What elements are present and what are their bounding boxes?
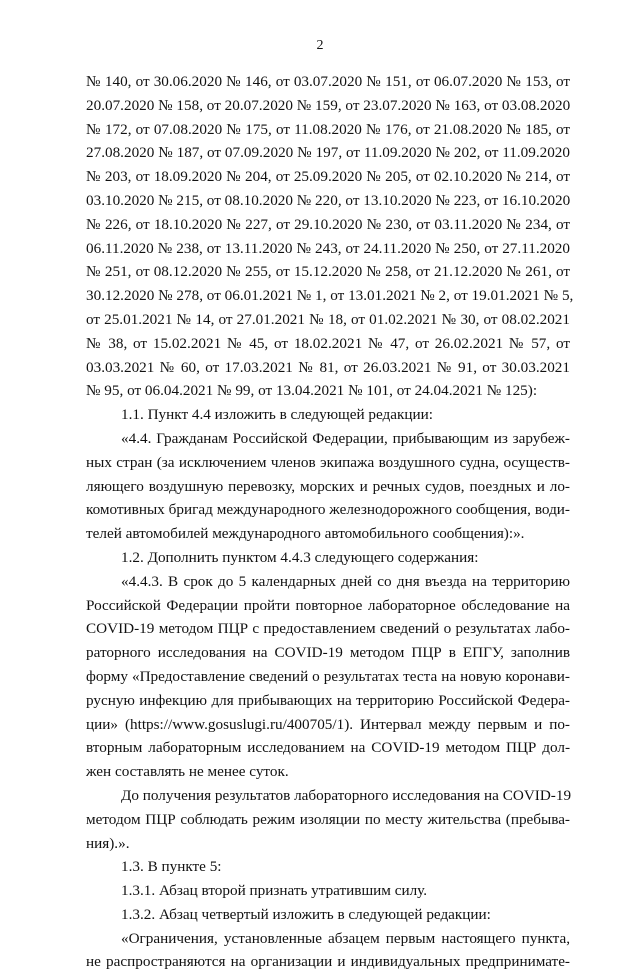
text-line: 06.11.2020 № 238, от 13.11.2020 № 243, от 24.11.2020 № 250, от 27.11.2020: [86, 239, 570, 257]
text-line: № 226, от 18.10.2020 № 227, от 29.10.2020 № 230, от 03.11.2020 № 234, от: [86, 215, 570, 233]
text-line: ния).».: [86, 834, 130, 852]
text-line: вторным лабораторным исследованием на COVID-19 методом ПЦР дол-: [86, 739, 570, 757]
text-line: Российской Федерации пройти повторное лабораторное обследование на: [86, 596, 570, 614]
text-line: «Ограничения, установленные абзацем первым настоящего пункта,: [121, 929, 570, 947]
text-line: 1.2. Дополнить пунктом 4.4.3 следующего содержания:: [121, 548, 479, 566]
text-line: раторного исследования на COVID-19 методом ПЦР в ЕПГУ, заполнив: [86, 644, 570, 662]
text-line: № 95, от 06.04.2021 № 99, от 13.04.2021 № 101, от 24.04.2021 № 125):: [86, 382, 538, 400]
text-line: ных стран (за исключением членов экипажа воздушного судна, осуществ-: [86, 453, 570, 471]
text-line: 1.3.2. Абзац четвертый изложить в следующей редакции:: [121, 905, 491, 923]
text-line: 03.10.2020 № 215, от 08.10.2020 № 220, от 13.10.2020 № 223, от 16.10.2020: [86, 191, 571, 209]
text-line: ции» (https://www.gosuslugi.ru/400705/1). Интервал между первым и по-: [86, 715, 570, 733]
text-line: 1.1. Пункт 4.4 изложить в следующей редакции:: [121, 406, 434, 424]
text-line: 30.12.2020 № 278, от 06.01.2021 № 1, от 13.01.2021 № 2, от 19.01.2021 № 5,: [86, 287, 574, 305]
text-line: № 140, от 30.06.2020 № 146, от 03.07.2020 № 151, от 06.07.2020 № 153, от: [86, 73, 570, 90]
text-line: 20.07.2020 № 158, от 20.07.2020 № 159, от 23.07.2020 № 163, от 03.08.2020: [86, 96, 571, 114]
page-number: 2: [316, 38, 324, 53]
text-line: 27.08.2020 № 187, от 07.09.2020 № 197, от 11.09.2020 № 202, от 11.09.2020: [86, 144, 570, 162]
text-line: не распространяются на организации и индивидуальных предпринимате-: [86, 953, 570, 971]
text-line: телей автомобилей международного автомобильного сообщения):».: [86, 525, 525, 543]
text-line: «4.4.3. В срок до 5 календарных дней со дня въезда на территорию: [121, 572, 570, 590]
text-line: № 172, от 07.08.2020 № 175, от 11.08.2020 № 176, от 21.08.2020 № 185, от: [86, 120, 570, 138]
text-line: № 203, от 18.09.2020 № 204, от 25.09.2020 № 205, от 02.10.2020 № 214, от: [86, 168, 570, 186]
text-line: комотивных бригад международного железнодорожного сообщения, води-: [86, 501, 570, 519]
text-line: № 251, от 08.12.2020 № 255, от 15.12.2020 № 258, от 21.12.2020 № 261, от: [86, 263, 570, 281]
text-line: методом ПЦР соблюдать режим изоляции по месту жительства (пребыва-: [86, 810, 570, 828]
text-line: COVID-19 методом ПЦР с предоставлением сведений о результатах лабо-: [86, 620, 570, 638]
text-line: «4.4. Гражданам Российской Федерации, прибывающим из зарубеж-: [121, 429, 570, 447]
text-line: 03.03.2021 № 60, от 17.03.2021 № 81, от 26.03.2021 № 91, от 30.03.2021: [86, 358, 570, 376]
text-line: форму «Предоставление сведений о результатах теста на новую коронави-: [86, 667, 570, 685]
text-line: ляющего воздушную перевозку, морских и речных судов, поездных и ло-: [86, 477, 570, 495]
text-line: русную инфекцию для прибывающих на территорию Российской Федера-: [86, 691, 570, 709]
text-line: жен составлять не менее суток.: [86, 763, 289, 781]
document-body: [86, 70, 574, 974]
text-line: 1.3.1. Абзац второй признать утратившим силу.: [121, 882, 428, 900]
text-line: от 25.01.2021 № 14, от 27.01.2021 № 18, от 01.02.2021 № 30, от 08.02.2021: [86, 310, 570, 328]
text-line: До получения результатов лабораторного исследования на COVID-19: [121, 786, 572, 804]
text-line: 1.3. В пункте 5:: [121, 858, 222, 876]
text-line: № 38, от 15.02.2021 № 45, от 18.02.2021 № 47, от 26.02.2021 № 57, от: [86, 334, 570, 352]
